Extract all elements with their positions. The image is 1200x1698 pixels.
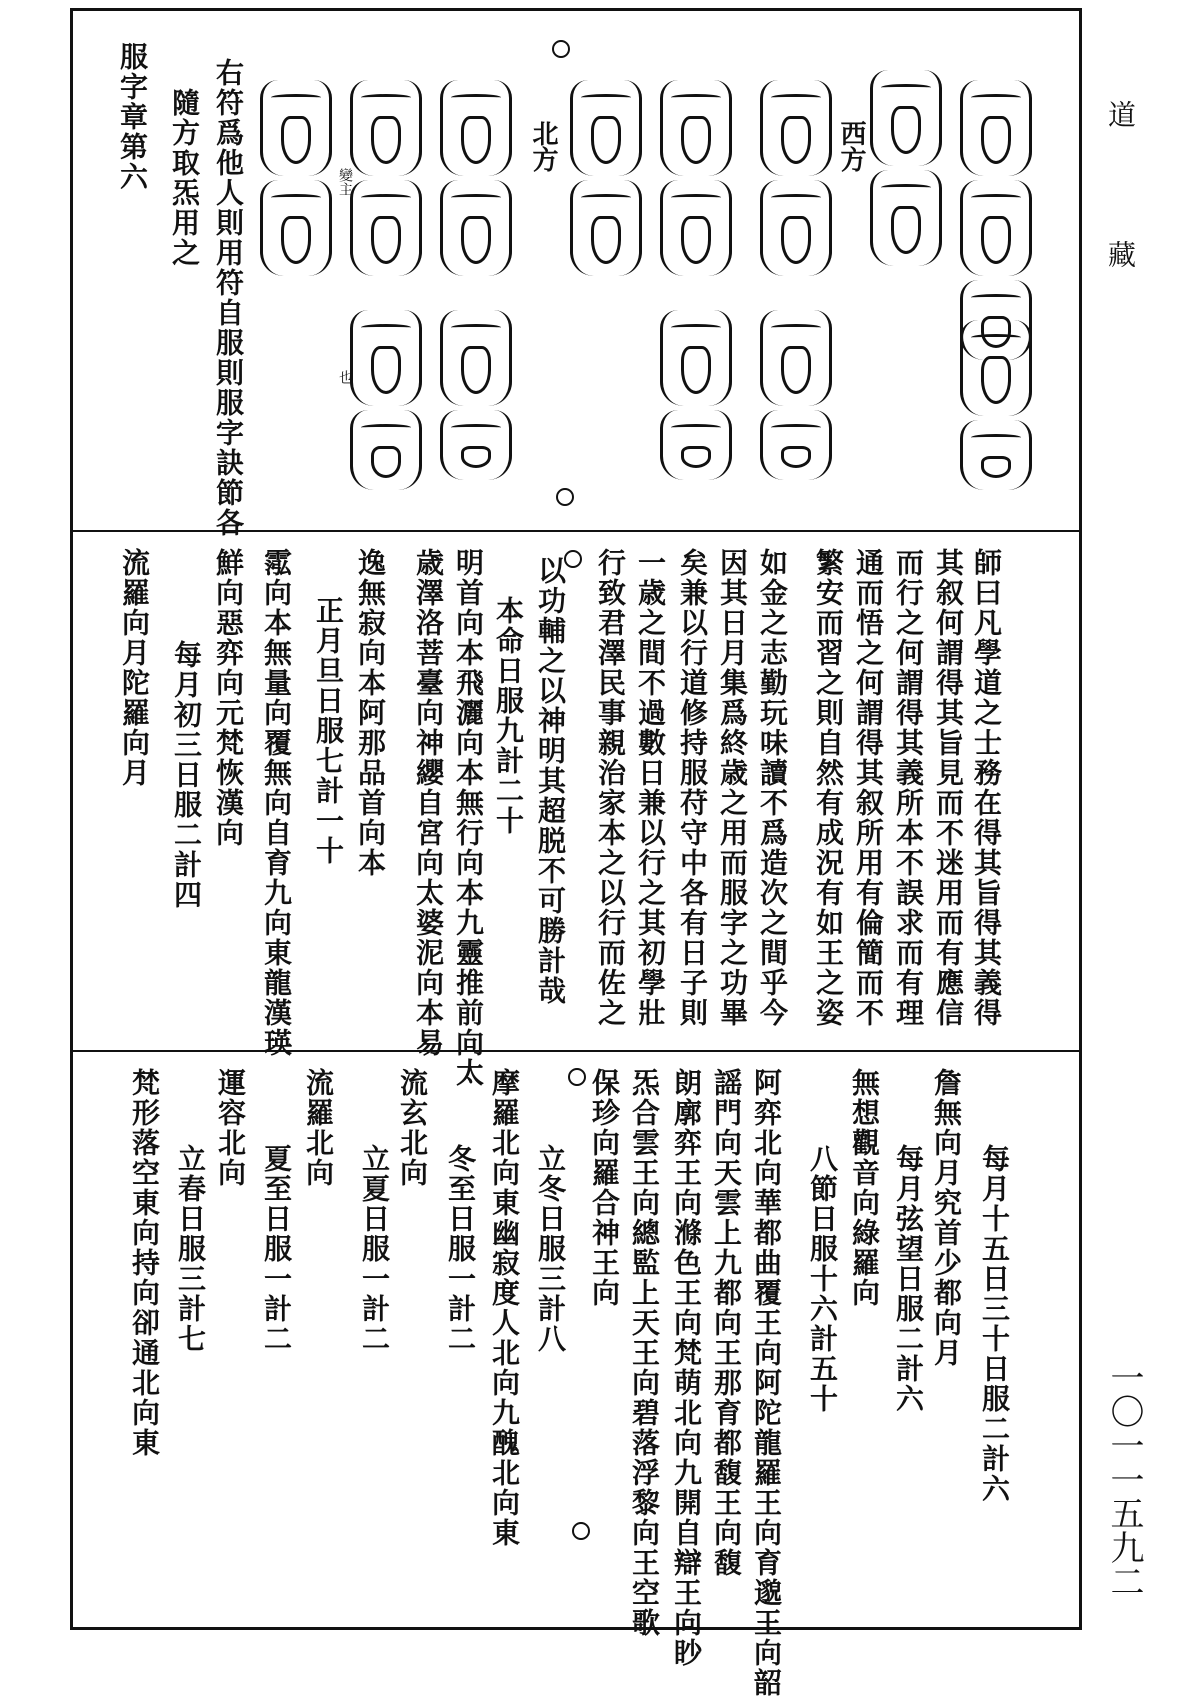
talisman-glyph [570, 80, 642, 176]
text-column: 繁安而習之則自然有成況有如王之姿 [812, 548, 845, 1028]
talisman-glyph [760, 80, 832, 176]
text-column: 每月弦望日服二計六 [892, 1144, 925, 1414]
text-column: 霐向本無量向覆無向自育九向東龍漢瑛 [260, 548, 293, 1058]
text-column: 謡門向天雲上九都向王那育都馥王向馥 [710, 1068, 743, 1578]
talisman-glyph [960, 420, 1032, 490]
direction-label-north: 北方 [528, 120, 558, 172]
talisman-column [760, 80, 832, 480]
talisman-glyph [660, 80, 732, 176]
direction-label-west: 西方 [836, 120, 866, 172]
chapter-title: 服字章第六 [116, 42, 149, 192]
talisman-glyph [960, 180, 1032, 276]
circle-mark [556, 488, 574, 506]
text-column: 如金之志勤玩味讀不爲造次之間乎今 [756, 548, 789, 1028]
text-column: 一歳之間不過數日兼以行之其初學壯 [634, 548, 667, 1028]
text-column: 通而悟之何謂得其叙所用有倫簡而不 [852, 548, 885, 1028]
text-column: 無想觀音向綠羅向 [848, 1068, 881, 1308]
talisman-column [350, 80, 422, 490]
text-column: 流羅北向 [302, 1068, 335, 1188]
talisman-glyph [440, 310, 512, 406]
text-column: 其叙何謂得其旨見而不迷用而有應信 [932, 548, 965, 1028]
talisman-glyph [760, 310, 832, 406]
section-divider-2 [70, 1050, 1082, 1052]
text-column: 摩羅北向東幽寂度人北向九醜北向東 [488, 1068, 521, 1548]
text-column: 流玄北向 [396, 1068, 429, 1188]
circle-mark [568, 1068, 586, 1086]
talisman-glyph [660, 310, 732, 406]
talisman-column [570, 80, 642, 276]
text-column: 朗廓弈王向滌色王向梵萌北向九開自辯王向眇 [670, 1068, 703, 1668]
text-column: 立冬日服三計八 [534, 1144, 567, 1354]
collection-char-dao: 道 [1104, 100, 1137, 128]
text-column: 夏至日服一計二 [260, 1144, 293, 1354]
talisman-column [260, 80, 332, 276]
talisman-column [960, 320, 1032, 490]
talisman-glyph [350, 80, 422, 176]
text-column: 梵形落空東向持向卻通北向東 [128, 1068, 161, 1458]
text-column: 炁合雲王向總監上天王向碧落浮黎向王空歌 [628, 1068, 661, 1638]
talisman-column [960, 80, 1032, 360]
circle-mark [552, 40, 570, 58]
instruction-text: 右符爲他人則用符自服則服字訣節各 [212, 58, 245, 538]
text-column: 詹無向月究首少都向月 [930, 1068, 963, 1368]
talisman-column [870, 70, 942, 266]
text-column: 以功輔之以神明其超脱不可勝計哉 [534, 556, 567, 1006]
text-column: 每月初三日服二計四 [170, 640, 203, 910]
text-column: 立春日服三計七 [174, 1144, 207, 1354]
text-column: 阿弈北向華都曲覆王向阿陀龍羅王向育邈王向韶 [750, 1068, 783, 1698]
talisman-column [440, 80, 512, 480]
text-column: 矣兼以行道修持服苻守中各有日子則 [676, 548, 709, 1028]
talisman-glyph [960, 320, 1032, 416]
talisman-glyph [350, 180, 422, 276]
text-column: 明首向本飛灑向本無行向本九靈推前向太 [452, 548, 485, 1088]
text-column: 運容北向 [214, 1068, 247, 1188]
text-column: 正月旦日服七計一十 [312, 596, 345, 866]
talisman-glyph [350, 310, 422, 406]
page-number: 一〇一一五九二 [1104, 1360, 1144, 1598]
talisman-glyph [350, 410, 422, 490]
talisman-glyph [660, 410, 732, 480]
talisman-glyph [870, 70, 942, 166]
text-column: 師曰凡學道之士務在得其旨得其義得 [970, 548, 1003, 1028]
text-column: 保珍向羅合神王向 [588, 1068, 621, 1308]
text-column: 本命日服九計二十 [492, 596, 525, 836]
text-column: 鮮向惡弈向元梵恢漢向 [212, 548, 245, 848]
instruction-text: 隨方取炁用之 [168, 88, 201, 268]
talisman-glyph [570, 180, 642, 276]
text-column: 因其日月集爲終歳之用而服字之功畢 [716, 548, 749, 1028]
text-column: 冬至日服一計二 [444, 1144, 477, 1354]
text-column: 流羅向月陀羅向月 [118, 548, 151, 788]
talisman-glyph [760, 180, 832, 276]
talisman-glyph [440, 80, 512, 176]
text-column: 歳澤洛菩臺向神纓自宮向太婆泥向本易 [412, 548, 445, 1058]
text-column: 每月十五日三十日服二計六 [978, 1144, 1011, 1504]
talisman-glyph [760, 410, 832, 480]
talisman-glyph [440, 410, 512, 480]
text-column: 行致君澤民事親治家本之以行而佐之 [594, 548, 627, 1028]
talisman-glyph [960, 80, 1032, 176]
talisman-glyph [870, 170, 942, 266]
text-column: 而行之何謂得其義所本不誤求而有理 [892, 548, 925, 1028]
text-column: 立夏日服一計二 [358, 1144, 391, 1354]
text-column: 逸無寂向本阿那品首向本 [354, 548, 387, 878]
talisman-glyph [260, 80, 332, 176]
small-note: 也 [337, 370, 353, 384]
collection-char-zang: 藏 [1104, 240, 1137, 268]
talisman-column [660, 80, 732, 480]
talisman-glyph [260, 180, 332, 276]
small-note: 變主 [337, 168, 353, 196]
circle-mark [572, 1522, 590, 1540]
talisman-glyph [660, 180, 732, 276]
talisman-glyph [440, 180, 512, 276]
text-column: 八節日服十六計五十 [806, 1144, 839, 1414]
